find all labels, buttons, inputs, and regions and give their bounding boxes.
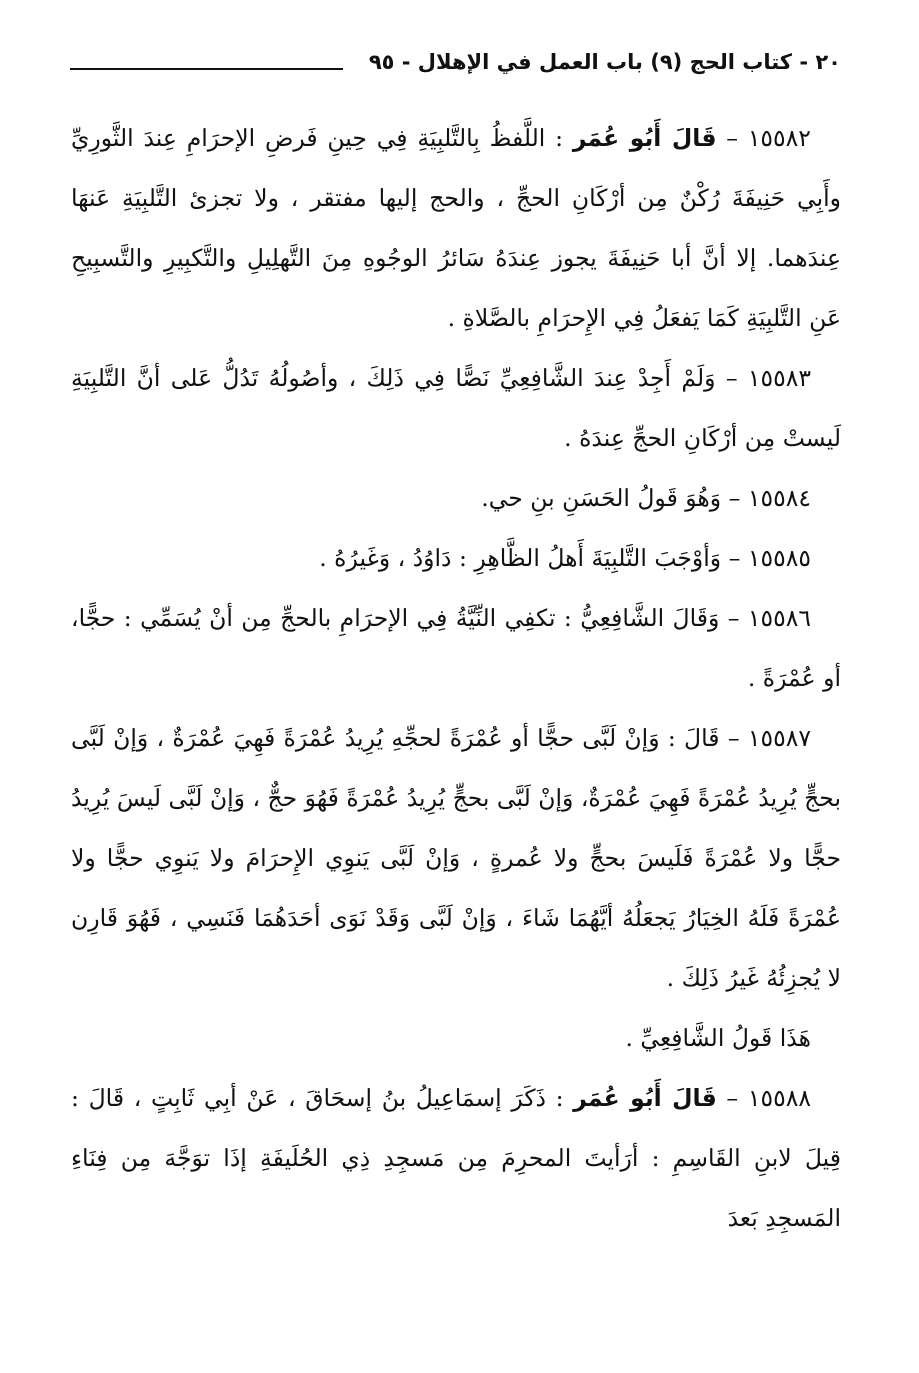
paragraph-number: ١٥٥٨٨ (747, 1084, 811, 1112)
dash: – (728, 544, 741, 572)
paragraph-text: وَقَالَ الشَّافِعِيُّ : تكفِي النِّيَّةُ فِي الإحرَامِ بالحجِّ مِن أنْ يُسَمِّي : حجًّا، أو عُمْرَةً . (71, 604, 841, 692)
paragraph-text: : اللَّفظُ بِالتَّلبِيَةِ فِي حِينِ فَرضِ الإحرَامِ عِندَ الثَّورِيِّ وأَبِي حَنِيفَةَ رُكْنٌ مِن أرْكَانِ الحجِّ ، والحج إليها مفتقر ، ولا تجزئ التَّلبِيَةِ عَنهَا عِندَهما. إلا أنَّ أبا حَنِيفَةَ يجوز عِندَهُ سَائرُ الوجُوهِ مِنَ التَّهلِيلِ والتَّكبِيرِ والتَّسبِيحِ عَنِ التَّلبِيَةِ كَمَا يَفعَلُ فِي الإِحرَامِ بالصَّلاةِ . (71, 124, 841, 332)
paragraph-number: ١٥٥٨٢ (747, 124, 811, 152)
paragraph-note (71, 1008, 841, 1068)
running-head-rule (70, 68, 343, 70)
paragraph-number: ١٥٥٨٤ (747, 484, 811, 512)
paragraph-text: وَلَمْ أَجِدْ عِندَ الشَّافِعِيِّ نَصًّا فِي ذَلِكَ ، وأصُولُهُ تَدُلُّ عَلى أنَّ التَّلبِيَةِ لَيستْ مِن أرْكَانِ الحجِّ عِندَهُ . (71, 364, 841, 452)
paragraph-number: ١٥٥٨٧ (747, 724, 811, 752)
dash: – (725, 364, 738, 392)
speaker: قَالَ أَبُو عُمَر (573, 1084, 717, 1112)
paragraph-15587 (71, 708, 841, 1008)
dash: – (728, 484, 741, 512)
paragraph-number: ١٥٥٨٥ (747, 544, 811, 572)
paragraph-text: : ذَكَرَ إسمَاعِيلُ بنُ إسحَاقَ ، عَنْ أبِي ثَابِتٍ ، قَالَ : قِيلَ لابنِ القَاسِمِ : أرَأيتَ المحرِمَ مِن مَسجِدِ ذِي الحُلَيفَةِ إذَا توَجَّهَ مِن فِنَاءِ المَسجِدِ بَعدَ (71, 1084, 841, 1232)
paragraph-text: وَأوْجَبَ التَّلبِيَةَ أَهلُ الظَّاهِرِ : دَاوُدُ ، وَغَيرُهُ . (319, 544, 722, 572)
paragraph-text: وَهُوَ قَولُ الحَسَنِ بنِ حي. (481, 484, 722, 512)
paragraph-15582 (71, 108, 841, 348)
paragraph-number: ١٥٥٨٦ (747, 604, 811, 632)
running-head (70, 44, 841, 80)
dash: – (726, 124, 739, 152)
paragraph-number: ١٥٥٨٣ (747, 364, 811, 392)
speaker: قَالَ أَبُو عُمَر (572, 124, 717, 152)
body-text (71, 108, 841, 1248)
paragraph-15588 (71, 1068, 841, 1248)
dash: – (727, 604, 740, 632)
paragraph-text: قَالَ : وَإنْ لَبَّى حجًّا أو عُمْرَةً لحجِّهِ يُرِيدُ عُمْرَةً فَهِيَ عُمْرَةٌ ، وَإنْ لَبَّى بحجٍّ يُرِيدُ عُمْرَةً فَهِيَ عُمْرَةٌ، وَإنْ لَبَّى بحجٍّ يُرِيدُ عُمْرَةً فَهُوَ حجٌّ ، وَإنْ لَبَّى لَيسَ يُرِيدُ حجًّا ولا عُمْرَةً فَلَيسَ بحجٍّ ولا عُمرةٍ ، وَإنْ لَبَّى يَنوِي الإِحرَامَ ولا يَنوِي حجًّا ولا عُمْرَةً فَلَهُ الخِيَارُ يَجعَلُهُ أيَّهُمَا شَاءَ ، وَإنْ لَبَّى وَقَدْ نَوَى أحَدَهُمَا فَنَسِي ، فَهُوَ قَارِن لا يُجزِئُهُ غَيرُ ذَلِكَ . (71, 724, 841, 992)
paragraph-15586 (71, 588, 841, 708)
paragraph-15583 (71, 348, 841, 468)
dash: – (726, 1084, 739, 1112)
dash: – (727, 724, 740, 752)
paragraph-text: هَذَا قَولُ الشَّافِعِيِّ . (625, 1024, 811, 1052)
paragraph-15585 (71, 528, 841, 588)
paragraph-15584 (71, 468, 841, 528)
running-head-text: ٢٠ - كتاب الحج (٩) باب العمل في الإهلال - ٩٥ (368, 50, 841, 74)
